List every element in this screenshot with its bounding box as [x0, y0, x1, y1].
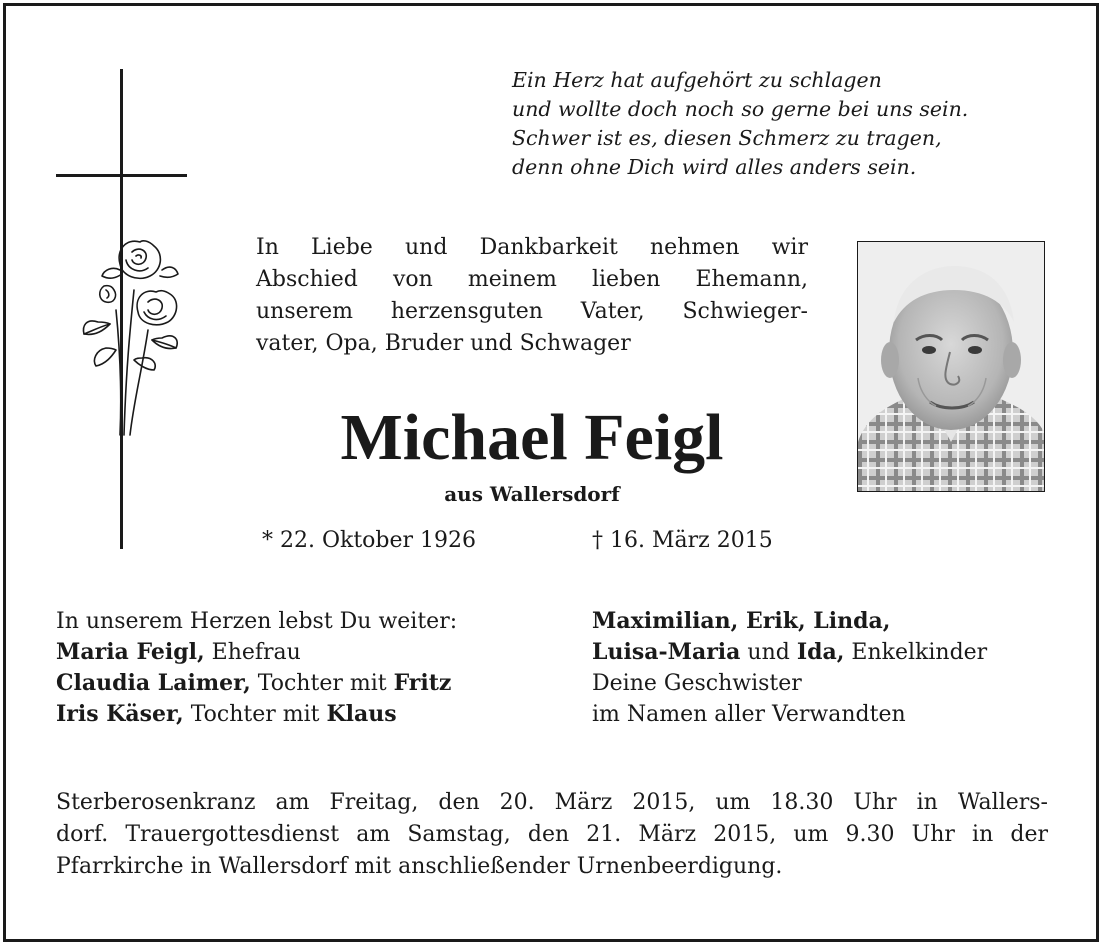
- mourners-line: In unserem Herzen lebst Du weiter:: [56, 609, 458, 634]
- notice-line: Pfarrkirche in Wallersdorf mit anschließender Urnenbeerdigung.: [56, 854, 783, 879]
- mourners-line: [56, 637, 457, 668]
- mourners-right: [592, 606, 987, 730]
- mourners-line: Deine Geschwister: [592, 671, 802, 696]
- mourners-line: [56, 699, 457, 730]
- mourners-line: [592, 606, 987, 637]
- mourner-partner: Klaus: [326, 701, 397, 727]
- poem-line: Schwer ist es, diesen Schmerz zu tragen,: [512, 126, 942, 150]
- deceased-name: Michael Feigl: [340, 401, 724, 474]
- notice-line: Sterberosenkranz am Freitag, den 20. März 2015, um 18.30 Uhr in Wallers-: [56, 790, 1048, 815]
- notice-line: dorf. Trauergottesdienst am Samstag, den 21. März 2015, um 9.30 Uhr in der: [56, 822, 1048, 847]
- mourner-relation: Tochter mit: [250, 671, 394, 696]
- intro-line: In Liebe und Dankbarkeit nehmen wir: [256, 235, 808, 260]
- mourner-relation: Tochter mit: [183, 702, 327, 727]
- deceased-origin: aus Wallersdorf: [444, 482, 620, 506]
- poem-line: Ein Herz hat aufgehört zu schlagen: [512, 68, 882, 92]
- mourner-name: Claudia Laimer,: [56, 670, 251, 696]
- grandchild-name: Ida,: [796, 639, 845, 665]
- death-date: † 16. März 2015: [592, 528, 773, 553]
- mourners-line: [592, 637, 987, 668]
- poem-line: denn ohne Dich wird alles anders sein.: [512, 155, 917, 179]
- grandchildren-names: Maximilian, Erik, Linda,: [592, 608, 891, 634]
- mourner-partner: Fritz: [393, 670, 452, 696]
- mourners-line: [56, 668, 457, 699]
- intro-text: [256, 232, 808, 360]
- intro-line: Abschied von meinem lieben Ehemann,: [256, 267, 808, 292]
- mourner-relation: Ehefrau: [204, 640, 301, 665]
- intro-line: vater, Opa, Bruder und Schwager: [256, 331, 631, 356]
- mourner-relation: Enkelkinder: [844, 640, 988, 665]
- intro-line: unserem herzensguten Vater, Schwieger-: [256, 299, 808, 324]
- poem-line: und wollte doch noch so gerne bei uns sein.: [512, 97, 969, 121]
- grandchild-name: Luisa-Maria: [592, 639, 741, 665]
- birth-date: * 22. Oktober 1926: [262, 528, 477, 553]
- poem: [512, 66, 1072, 182]
- mourners-line: im Namen aller Verwandten: [592, 702, 906, 727]
- funeral-notice: [56, 787, 1048, 883]
- mourners-left: [56, 606, 457, 730]
- portrait-photo: [857, 241, 1045, 492]
- roses-icon: [76, 230, 186, 445]
- mourner-name: Iris Käser,: [56, 701, 184, 727]
- mourner-name: Maria Feigl,: [56, 639, 205, 665]
- connector: und: [740, 640, 797, 665]
